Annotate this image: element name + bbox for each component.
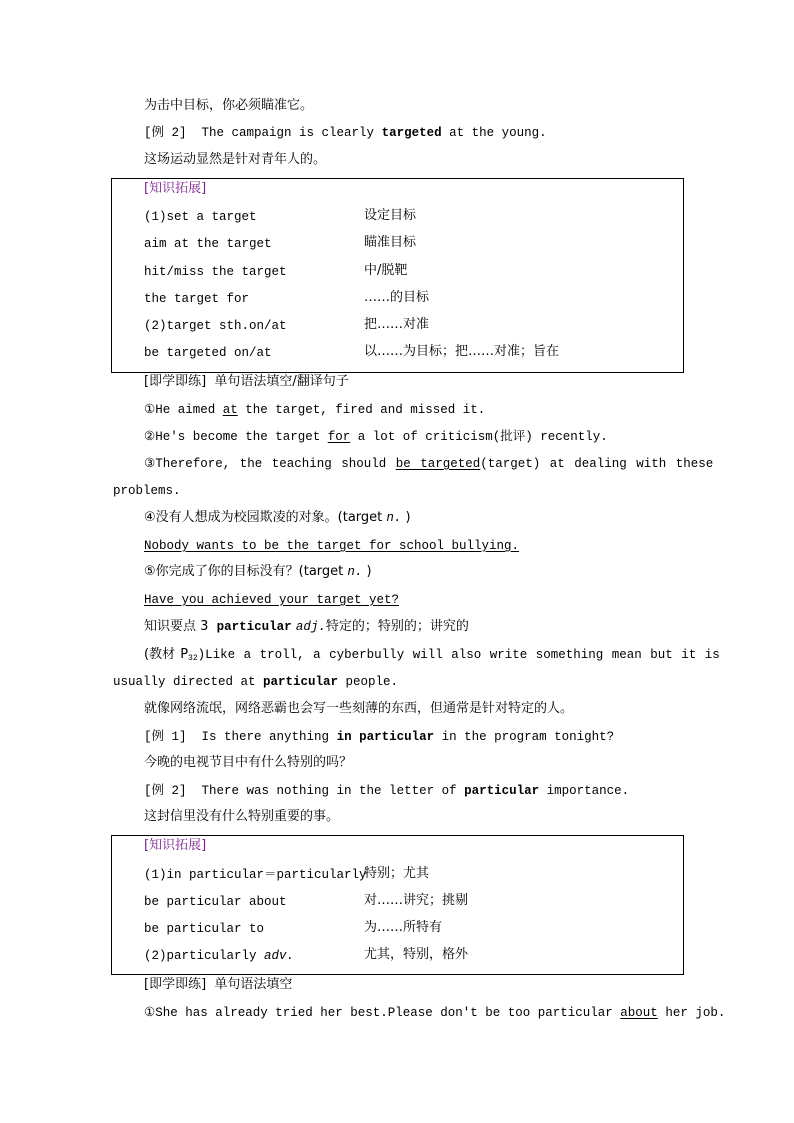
example-label: [例 2] xyxy=(144,784,187,798)
box-row-en: be particular to xyxy=(144,922,265,936)
cn-translation: 就像网络流氓，网络恶霸也会写一些刻薄的东西，但通常是针对特定的人。 xyxy=(144,701,574,716)
answer: Have you achieved your target yet? xyxy=(144,593,400,607)
answer: at xyxy=(222,403,238,417)
box-row-cn: 对……讲究；挑剔 xyxy=(364,893,469,908)
box-row-en xyxy=(144,948,294,964)
source-text: usually directed at xyxy=(113,675,264,689)
source-text: people. xyxy=(338,675,399,689)
question xyxy=(144,402,485,418)
question xyxy=(144,564,372,580)
question xyxy=(144,429,608,445)
question-text: ⑤你完成了你的目标没有？(target xyxy=(144,564,348,579)
box-row-cn: 为……所特有 xyxy=(364,920,443,935)
keyword: particular xyxy=(464,784,540,798)
box-row-cn: 瞄准目标 xyxy=(364,235,417,250)
box-title: [知识拓展] xyxy=(144,838,207,853)
page-number: 32 xyxy=(188,654,198,663)
box-row-cn: 设定目标 xyxy=(364,208,417,223)
question-text: ④没有人想成为校园欺凌的对象。(target xyxy=(144,510,387,525)
pos: n. xyxy=(386,511,402,525)
box-row-en: hit/miss the target xyxy=(144,265,287,279)
question-text: ③Therefore, the teaching should xyxy=(144,457,396,471)
cn-translation: 这封信里没有什么特别重要的事。 xyxy=(144,809,340,824)
box-row-en: (1)in particular＝particularly xyxy=(144,868,367,882)
question-text: ②He's become the target xyxy=(144,430,328,444)
pos: n. xyxy=(347,565,363,579)
exercise-label: [即学即练] xyxy=(144,977,207,992)
example-label: [例 1] xyxy=(144,730,187,744)
question-text: the target, fired and missed it. xyxy=(237,403,486,417)
answer: for xyxy=(327,430,351,444)
example-text: in the program tonight? xyxy=(434,730,615,744)
example-text: at the young. xyxy=(441,126,547,140)
box-row-cn: 中/脱靶 xyxy=(364,263,408,278)
cn-translation: 这场运动显然是针对青年人的。 xyxy=(144,152,327,167)
box-row-cn: 把……对准 xyxy=(364,317,430,332)
box-row-en: the target for xyxy=(144,292,250,306)
question-text: (target) at dealing with these xyxy=(480,457,714,471)
source-text: )Like a troll, a cyberbully will also write something mean but it is xyxy=(197,648,720,662)
keyword: targeted xyxy=(381,126,442,140)
exercise-heading xyxy=(144,374,349,390)
answer: Nobody wants to be the target for school bullying. xyxy=(144,539,520,553)
source-label: (教材 P xyxy=(144,647,189,662)
exercise-heading xyxy=(144,977,292,993)
pos: adv. xyxy=(264,949,295,963)
question-text: ①She has already tried her best.Please don't be too particular xyxy=(144,1006,621,1020)
box-row-cn: 特别；尤其 xyxy=(364,866,430,881)
question xyxy=(144,1005,725,1021)
box-row-en: aim at the target xyxy=(144,237,272,251)
question-text: a lot of criticism(批评) recently. xyxy=(350,430,608,444)
question-text: her job. xyxy=(657,1006,726,1020)
example-text: There was nothing in the letter of xyxy=(201,784,465,798)
exercise-title: 单句语法填空 xyxy=(214,977,293,992)
kp-label: 知识要点 3 xyxy=(144,619,209,634)
question xyxy=(144,456,713,472)
answer: be targeted xyxy=(395,457,481,471)
question-cont: problems. xyxy=(113,484,181,498)
example-text: importance. xyxy=(539,784,630,798)
pos: adj. xyxy=(295,620,326,634)
kp-word: particular xyxy=(216,620,292,634)
question-text: ) xyxy=(401,510,411,525)
example-text: Is there anything xyxy=(201,730,337,744)
cn-translation: 今晚的电视节目中有什么特别的吗？ xyxy=(144,755,353,770)
kp-heading xyxy=(144,619,469,635)
source-sentence-cont xyxy=(113,674,398,690)
exercise-label: [即学即练] xyxy=(144,374,207,389)
keyword: in particular xyxy=(336,730,435,744)
box-row-en: (1)set a target xyxy=(144,210,257,224)
question-text: ) xyxy=(362,564,372,579)
example-label: [例 2] xyxy=(144,126,187,140)
box-row-cn: 以……为目标；把……对准；旨在 xyxy=(364,344,560,359)
kp-meaning: 特定的；特别的；讲究的 xyxy=(325,619,469,634)
box-row-en: be targeted on/at xyxy=(144,346,272,360)
example-sentence xyxy=(144,729,614,745)
box-row-en: (2)target sth.on/at xyxy=(144,319,287,333)
box-row-en: be particular about xyxy=(144,895,287,909)
box-row-text: (2)particularly xyxy=(144,949,265,963)
box-title: [知识拓展] xyxy=(144,181,207,196)
question-text: ①He aimed xyxy=(144,403,223,417)
keyword: particular xyxy=(263,675,339,689)
box-row-cn: 尤其，特别，格外 xyxy=(364,947,469,962)
answer: about xyxy=(620,1006,658,1020)
example-sentence xyxy=(144,125,547,141)
example-text: The campaign is clearly xyxy=(201,126,382,140)
exercise-title: 单句语法填空/翻译句子 xyxy=(214,374,349,389)
cn-sentence: 为击中目标，你必须瞄准它。 xyxy=(144,98,314,113)
question xyxy=(144,510,411,526)
example-sentence xyxy=(144,783,629,799)
box-row-cn: ……的目标 xyxy=(364,290,430,305)
source-sentence xyxy=(144,647,720,667)
